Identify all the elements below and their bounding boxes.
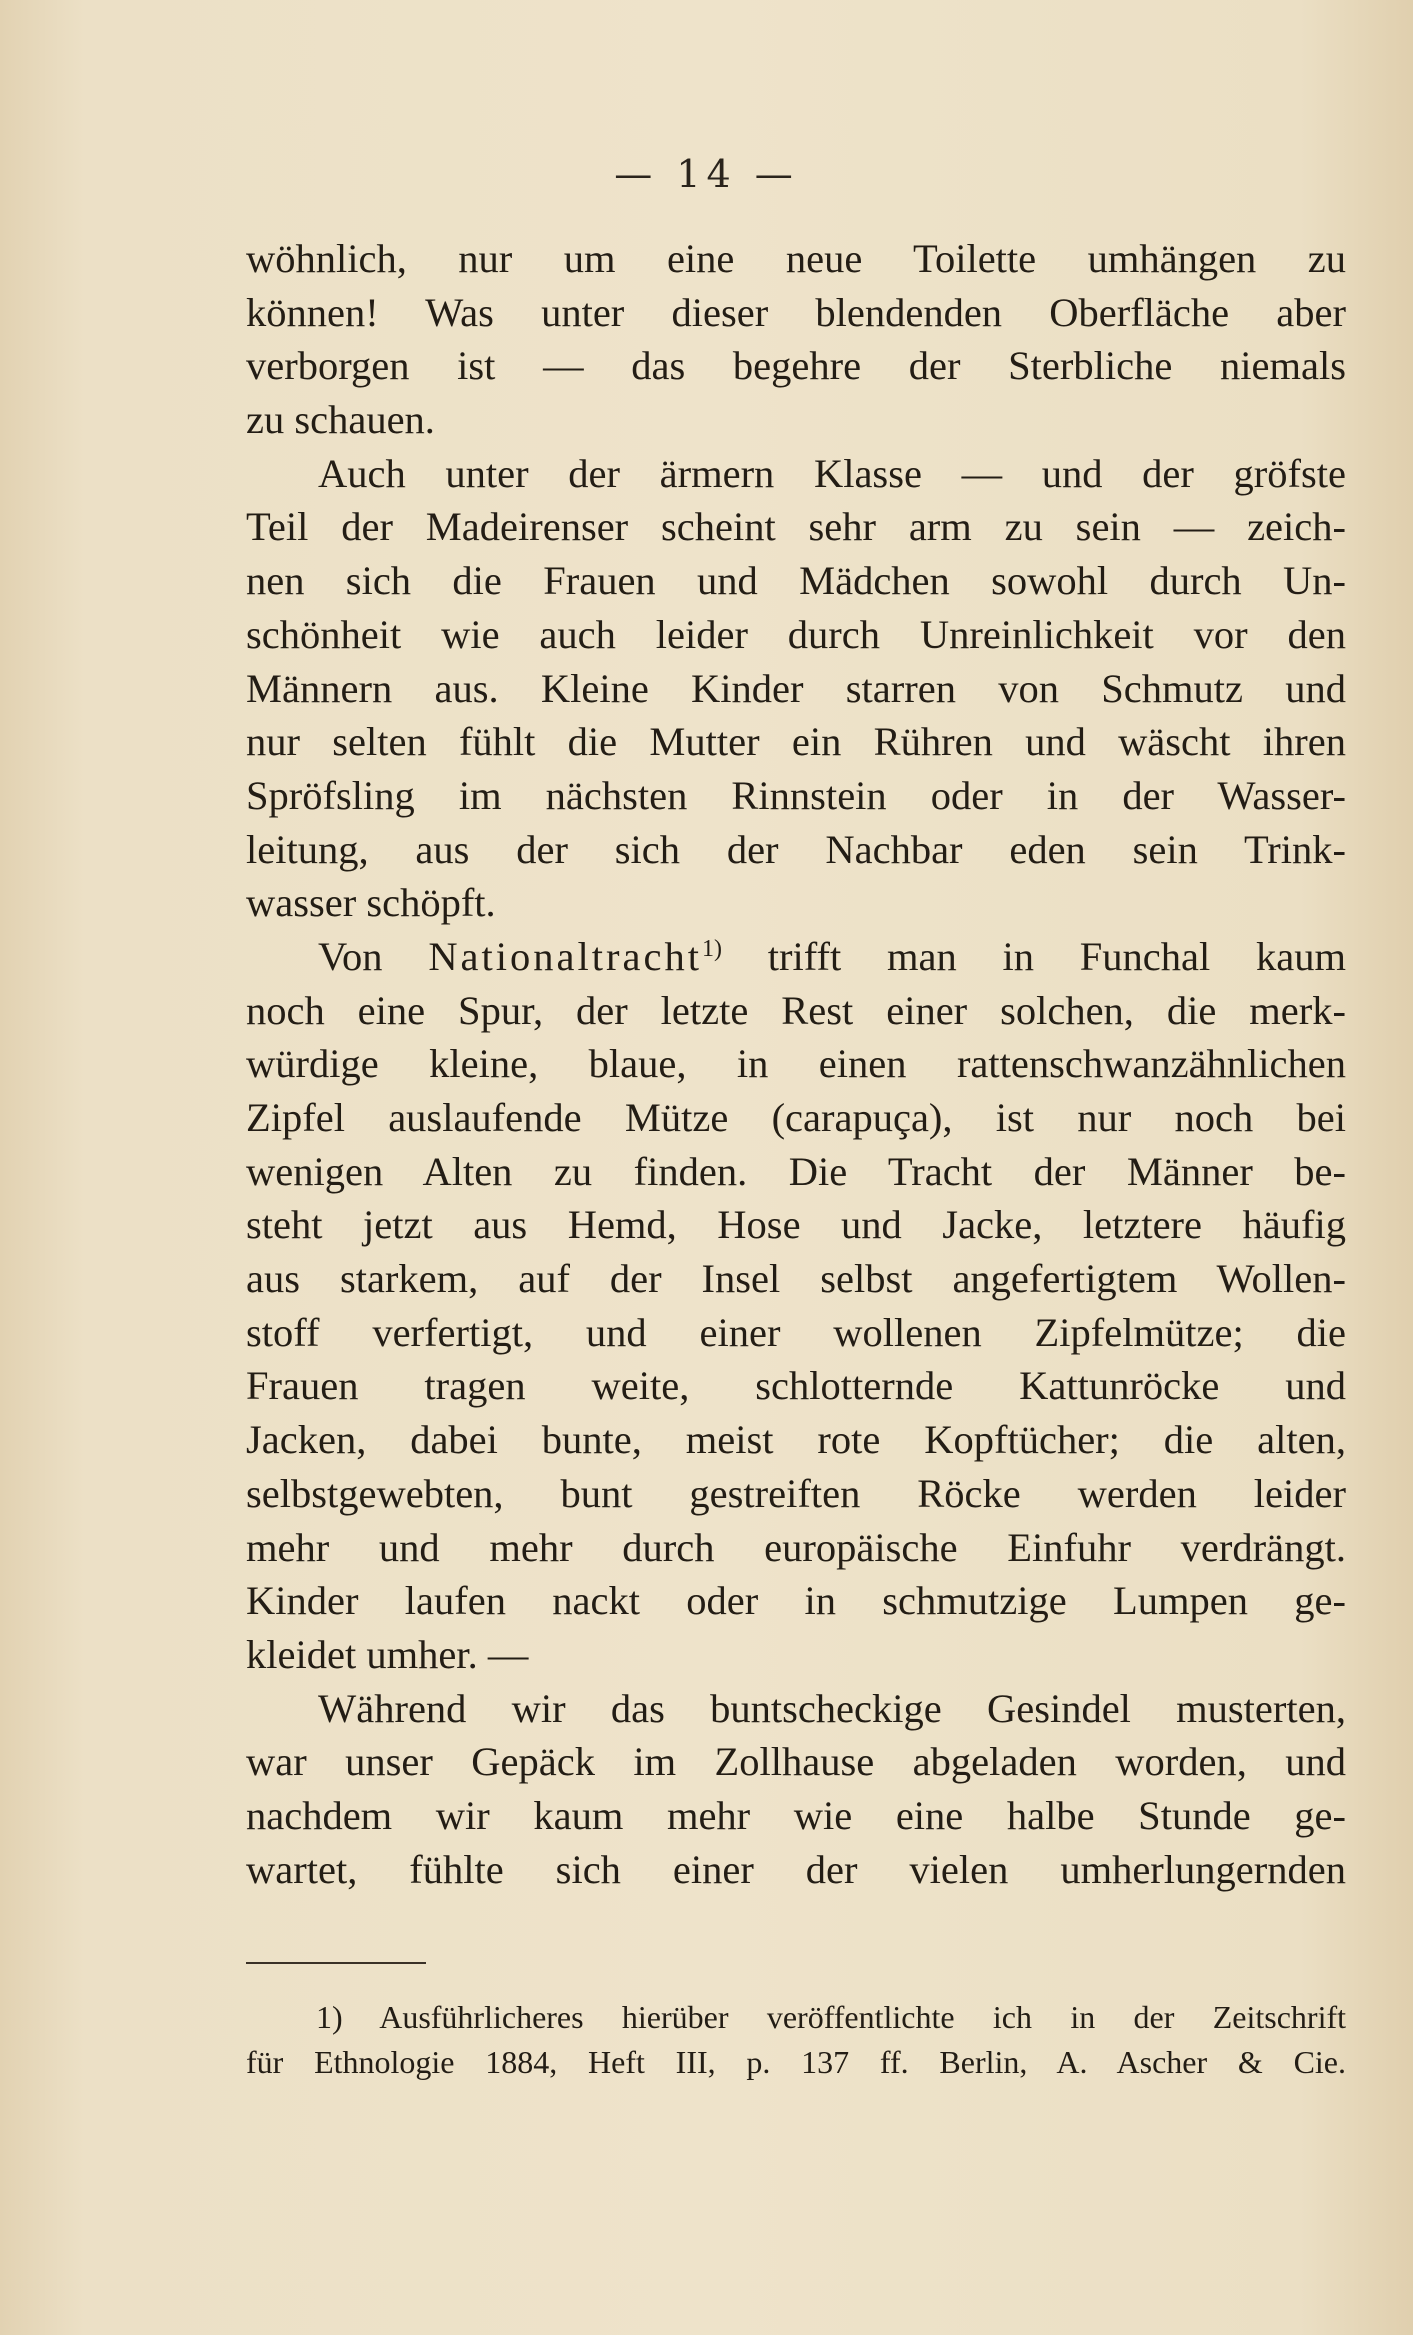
footnote-line: 1) Ausführlicheres hierüber veröffentlichte ich in der Zeitschrift <box>316 1999 1346 2035</box>
text-line: Während wir das buntscheckige Gesindel musterten, <box>318 1685 1346 1731</box>
text-line: Männern aus. Kleine Kinder starren von Schmutz und <box>246 665 1346 711</box>
text-line: kleidet umher. — <box>246 1631 529 1677</box>
text-line: zu schauen. <box>246 397 435 443</box>
text-line: würdige kleine, blaue, in einen rattenschwanzähnlichen <box>246 1041 1346 1087</box>
text-line-part: trifft man in Funchal kaum <box>721 933 1346 979</box>
text-line: Auch unter der ärmern Klasse — und der gröfste <box>318 450 1346 496</box>
text-line: wartet, fühlte sich einer der vielen umherlungernden <box>246 1846 1346 1892</box>
text-line: selbstgewebten, bunt gestreiften Röcke werden leider <box>246 1470 1346 1516</box>
footnote-rule <box>246 1962 426 1964</box>
text-line: wasser schöpft. <box>246 880 496 926</box>
footnote-marker: 1) <box>701 935 722 962</box>
text-line: wöhnlich, nur um eine neue Toilette umhängen zu <box>246 236 1346 281</box>
text-line: Spröfsling im nächsten Rinnstein oder in der Wasser- <box>246 772 1346 818</box>
text-line: noch eine Spur, der letzte Rest einer solchen, die merk- <box>246 987 1346 1033</box>
text-line <box>246 930 1346 984</box>
text-line: schönheit wie auch leider durch Unreinlichkeit vor den <box>246 611 1346 657</box>
text-line: wenigen Alten zu finden. Die Tracht der Männer be- <box>246 1148 1346 1194</box>
text-line: nur selten fühlt die Mutter ein Rühren und wäscht ihren <box>246 719 1346 765</box>
text-line: stoff verfertigt, und einer wollenen Zipfelmütze; die <box>246 1309 1346 1355</box>
text-line: war unser Gepäck im Zollhause abgeladen worden, und <box>246 1739 1346 1785</box>
text-line: leitung, aus der sich der Nachbar eden sein Trink- <box>246 826 1346 872</box>
text-line: können! Was unter dieser blendenden Oberfläche aber <box>246 289 1346 335</box>
text-line: nen sich die Frauen und Mädchen sowohl durch Un- <box>246 558 1346 604</box>
text-line: Kinder laufen nackt oder in schmutzige Lumpen ge- <box>246 1578 1346 1624</box>
text-line: Teil der Madeirenser scheint sehr arm zu sein — zeich- <box>246 504 1346 550</box>
text-line: Frauen tragen weite, schlotternde Kattunröcke und <box>246 1363 1346 1409</box>
footnote-line: für Ethnologie 1884, Heft III, p. 137 ff. Berlin, A. Ascher & Cie. <box>246 2044 1346 2080</box>
footnote <box>246 1995 1346 2085</box>
spaced-term: Nationaltracht <box>428 933 702 979</box>
text-line: verborgen ist — das begehre der Sterbliche niemals <box>246 343 1346 389</box>
body-text <box>246 232 1346 1896</box>
text-line: Jacken, dabei bunte, meist rote Kopftücher; die alten, <box>246 1417 1346 1463</box>
text-line-part: Von <box>318 933 429 979</box>
page-number: — 14 — <box>614 152 799 196</box>
text-line: Zipfel auslaufende Mütze (carapuça), ist nur noch bei <box>246 1095 1346 1140</box>
text-line: mehr und mehr durch europäische Einfuhr verdrängt. <box>246 1524 1346 1570</box>
text-line: nachdem wir kaum mehr wie eine halbe Stunde ge- <box>246 1792 1346 1838</box>
text-line: aus starkem, auf der Insel selbst angefertigtem Wollen- <box>246 1256 1346 1302</box>
text-line: steht jetzt aus Hemd, Hose und Jacke, letztere häufig <box>246 1202 1346 1248</box>
